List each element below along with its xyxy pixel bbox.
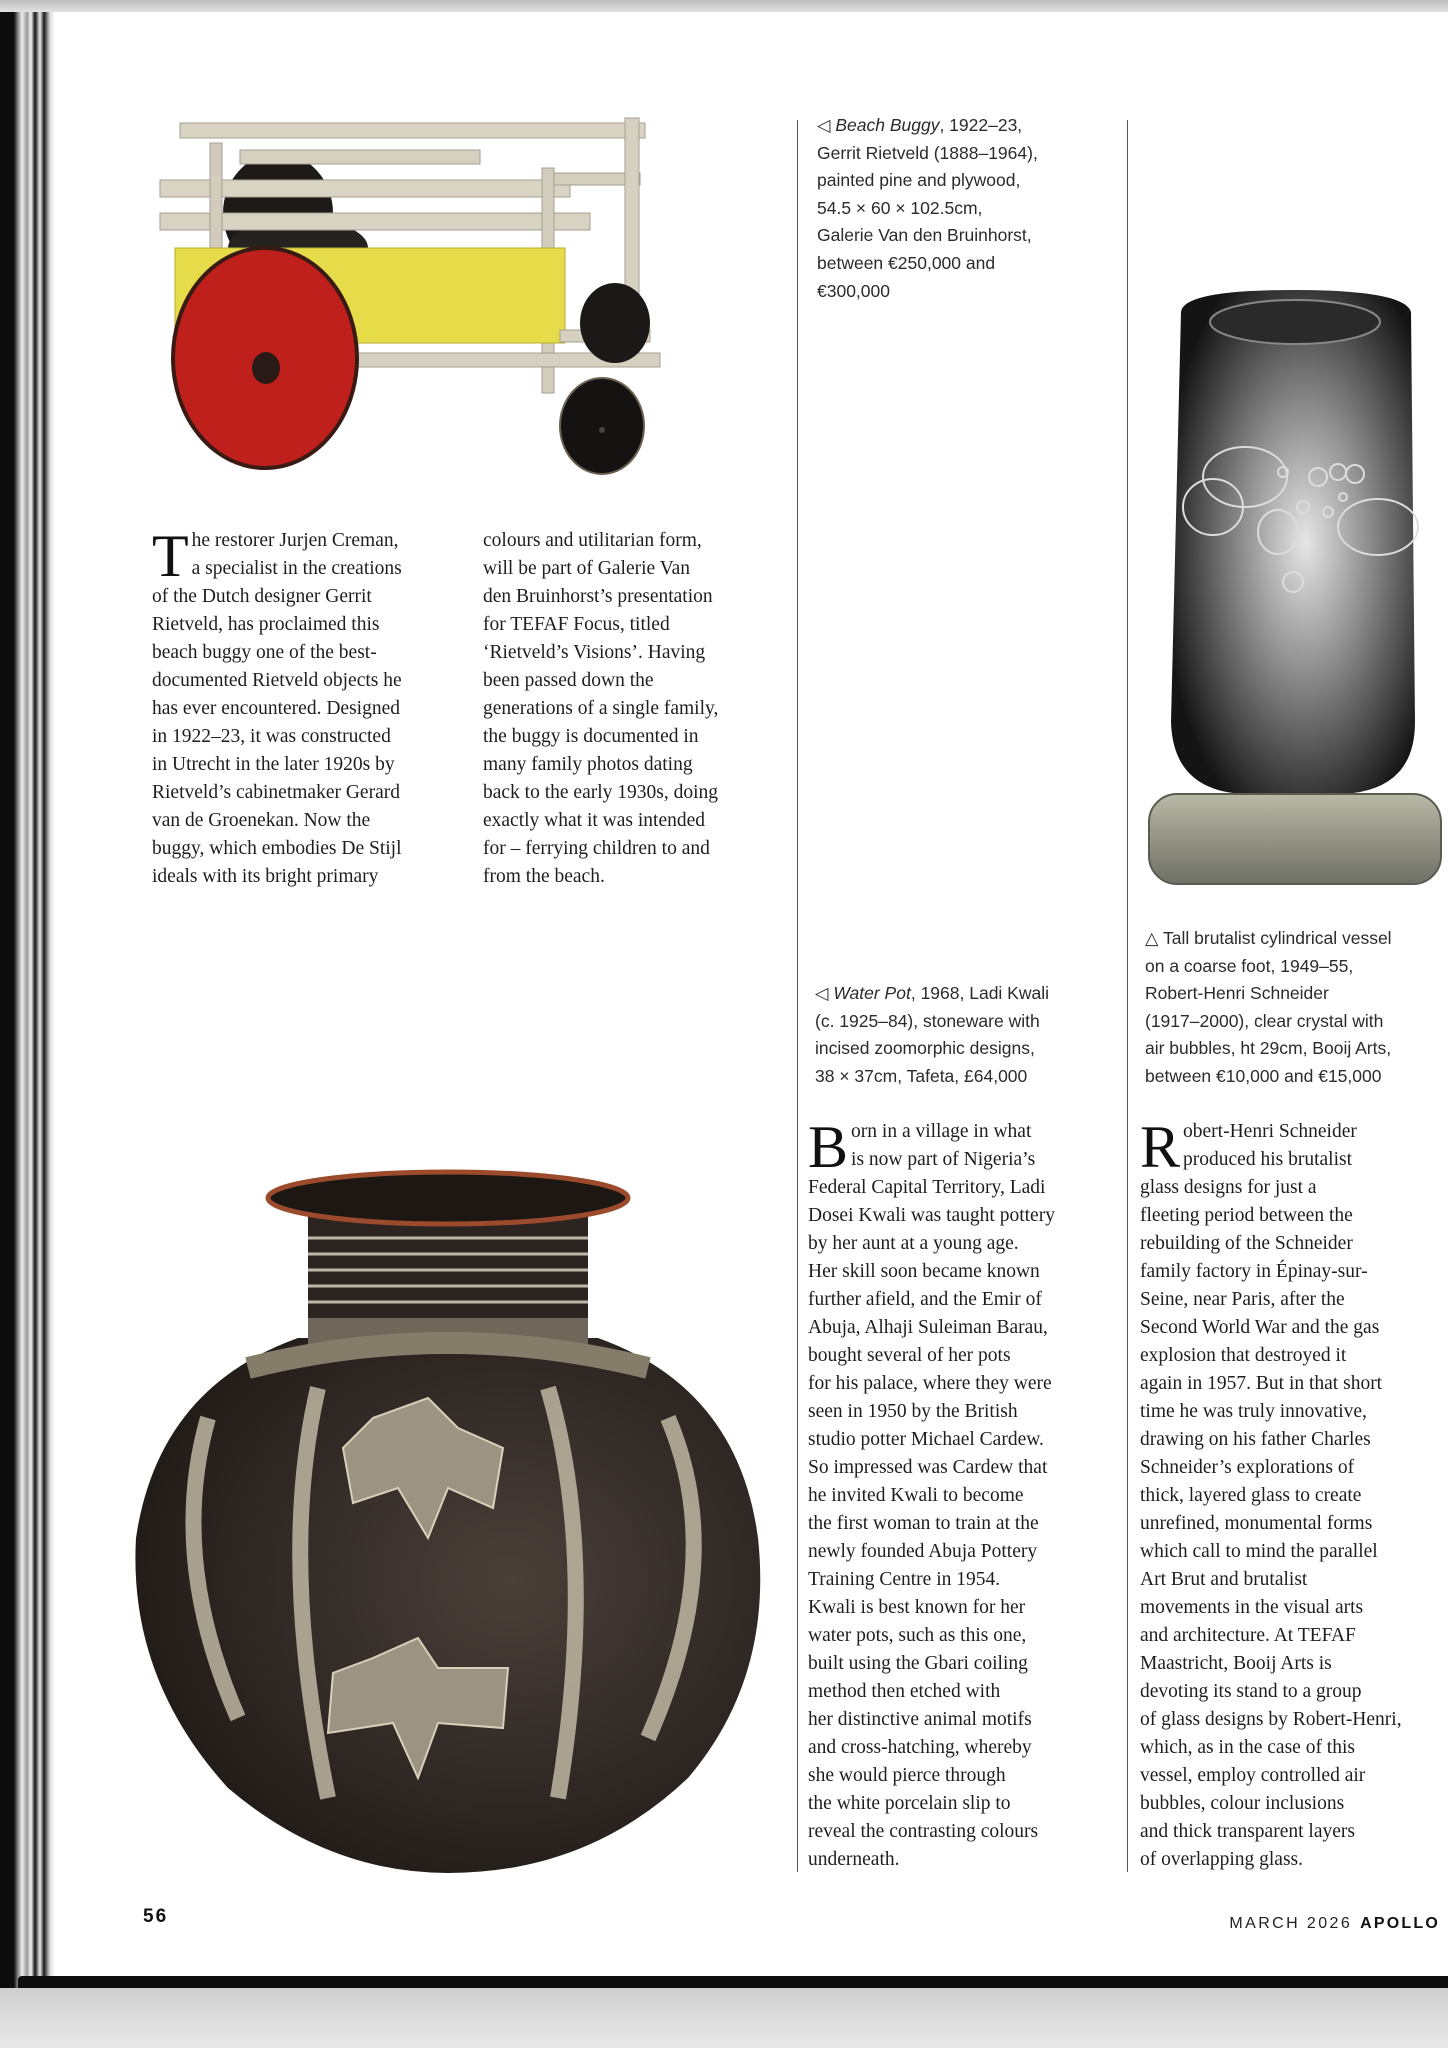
buggy-post	[210, 143, 222, 253]
body-line: her distinctive animal motifs	[808, 1709, 1032, 1730]
caption-line: between €250,000 and	[817, 252, 996, 273]
buggy-front-wheel-hub	[599, 427, 605, 433]
body-line: bubbles, colour inclusions	[1140, 1793, 1345, 1814]
body-line: she would pierce through	[808, 1765, 1006, 1786]
body-line: method then etched with	[808, 1681, 1001, 1702]
body-line: colours and utilitarian form,	[483, 530, 702, 551]
body-line: Second World War and the gas	[1140, 1317, 1380, 1338]
body-line: So impressed was Cardew that	[808, 1457, 1048, 1478]
caption-line: (c. 1925–84), stoneware with	[815, 1010, 1040, 1031]
caption-marker-icon: ◁	[815, 983, 829, 1003]
caption-line	[817, 112, 1117, 140]
body-line: from the beach.	[483, 866, 605, 887]
body-line: studio potter Michael Cardew.	[808, 1429, 1044, 1450]
body-line: been passed down the	[483, 670, 654, 691]
body-line: bought several of her pots	[808, 1345, 1011, 1366]
beach-buggy-image	[150, 108, 780, 476]
caption-artwork-title: Water Pot	[833, 983, 911, 1003]
body-line: and architecture. At TEFAF	[1140, 1625, 1356, 1646]
water-pot-rim	[268, 1172, 628, 1224]
column-divider	[1127, 120, 1128, 1872]
page-bottom-edge	[18, 1976, 1448, 1988]
body-line: many family photos dating	[483, 754, 693, 775]
body-line: Federal Capital Territory, Ladi	[808, 1177, 1046, 1198]
buggy-front-wheel	[560, 378, 644, 474]
caption-line: 54.5 × 60 × 102.5cm,	[817, 197, 983, 218]
body-line: family factory in Épinay-sur-	[1140, 1261, 1368, 1282]
caption-line: on a coarse foot, 1949–55,	[1145, 955, 1354, 976]
body-line: obert-Henri Schneider	[1183, 1121, 1357, 1142]
buggy-article-column-1	[152, 523, 452, 891]
glass-vessel-opening	[1210, 300, 1380, 344]
body-line: van de Groenekan. Now the	[152, 810, 371, 831]
body-line: produced his brutalist	[1183, 1149, 1352, 1170]
glass-vessel-body	[1171, 290, 1415, 794]
body-line: for – ferrying children to and	[483, 838, 710, 859]
caption-line: Galerie Van den Bruinhorst,	[817, 225, 1032, 246]
caption-line: Gerrit Rietveld (1888–1964),	[817, 142, 1038, 163]
body-line: rebuilding of the Schneider	[1140, 1233, 1353, 1254]
body-line: unrefined, monumental forms	[1140, 1513, 1373, 1534]
body-line: has ever encountered. Designed	[152, 698, 400, 719]
water-pot-article	[808, 1114, 1118, 1874]
body-line: of overlapping glass.	[1140, 1849, 1304, 1870]
caption-line: air bubbles, ht 29cm, Booij Arts,	[1145, 1038, 1392, 1059]
body-line: the white porcelain slip to	[808, 1793, 1011, 1814]
glass-vessel-foot	[1149, 794, 1441, 884]
buggy-rail	[240, 150, 480, 164]
body-line: Abuja, Alhaji Suleiman Barau,	[808, 1317, 1048, 1338]
body-line: vessel, employ controlled air	[1140, 1765, 1366, 1786]
body-line: Maastricht, Booij Arts is	[1140, 1653, 1332, 1674]
body-line: the first woman to train at the	[808, 1513, 1039, 1534]
body-line: back to the early 1930s, doing	[483, 782, 719, 803]
caption-line	[1145, 925, 1445, 953]
body-line: generations of a single family,	[483, 698, 719, 719]
body-line: documented Rietveld objects he	[152, 670, 402, 691]
caption-text: , 1922–23,	[939, 115, 1023, 135]
magazine-name: APOLLO	[1360, 1915, 1440, 1932]
body-line: in 1922–23, it was constructed	[152, 726, 391, 747]
body-line: by her aunt at a young age.	[808, 1233, 1019, 1254]
caption-text: , 1968, Ladi Kwali	[910, 983, 1049, 1003]
caption-line: 38 × 37cm, Tafeta, £64,000	[815, 1065, 1028, 1086]
drop-cap: R	[1140, 1114, 1181, 1180]
buggy-rail	[180, 123, 645, 138]
body-line: Her skill soon became known	[808, 1261, 1040, 1282]
body-line: Training Centre in 1954.	[808, 1569, 1001, 1590]
beach-buggy-caption	[817, 112, 1117, 305]
body-line: Kwali is best known for her	[808, 1597, 1026, 1618]
body-line: explosion that destroyed it	[1140, 1345, 1347, 1366]
body-line: Dosei Kwali was taught pottery	[808, 1205, 1055, 1226]
drop-cap: T	[152, 523, 189, 589]
body-line: Art Brut and brutalist	[1140, 1569, 1308, 1590]
buggy-red-wheel-hub	[252, 352, 280, 384]
glass-vessel-caption	[1145, 925, 1445, 1091]
body-line: will be part of Galerie Van	[483, 558, 691, 579]
body-line: seen in 1950 by the British	[808, 1401, 1018, 1422]
body-line: fleeting period between the	[1140, 1205, 1353, 1226]
body-line: of glass designs by Robert-Henri,	[1140, 1709, 1402, 1730]
body-line: Schneider’s explorations of	[1140, 1457, 1355, 1478]
body-line: movements in the visual arts	[1140, 1597, 1364, 1618]
caption-line	[815, 980, 1120, 1008]
body-line: orn in a village in what	[851, 1121, 1032, 1142]
body-line: and thick transparent layers	[1140, 1821, 1355, 1842]
body-line: drawing on his father Charles	[1140, 1429, 1371, 1450]
body-line: beach buggy one of the best-	[152, 642, 377, 663]
body-line: ideals with its bright primary	[152, 866, 379, 887]
page-number: 56	[143, 1906, 169, 1927]
body-line: ‘Rietveld’s Visions’. Having	[483, 642, 706, 663]
glass-vessel-article	[1140, 1114, 1446, 1874]
buggy-article-column-2	[483, 527, 783, 891]
body-line: for TEFAF Focus, titled	[483, 614, 670, 635]
body-line: Seine, near Paris, after the	[1140, 1289, 1345, 1310]
caption-line: painted pine and plywood,	[817, 170, 1021, 191]
water-pot-image	[128, 1158, 776, 1880]
buggy-rail	[160, 213, 590, 230]
body-line: Rietveld’s cabinetmaker Gerard	[152, 782, 400, 803]
body-line: reveal the contrasting colours	[808, 1821, 1039, 1842]
caption-line: between €10,000 and €15,000	[1145, 1065, 1382, 1086]
body-line: and cross-hatching, whereby	[808, 1737, 1032, 1758]
caption-line: Robert-Henri Schneider	[1145, 983, 1329, 1004]
body-line: thick, layered glass to create	[1140, 1485, 1362, 1506]
issue-date: MARCH 2026	[1229, 1915, 1353, 1932]
body-line: he invited Kwali to become	[808, 1485, 1024, 1506]
body-line: for his palace, where they were	[808, 1373, 1052, 1394]
body-line: underneath.	[808, 1849, 900, 1870]
body-line: den Bruinhorst’s presentation	[483, 586, 713, 607]
body-line: exactly what it was intended	[483, 810, 706, 831]
body-line: buggy, which embodies De Stijl	[152, 838, 402, 859]
body-line: the buggy is documented in	[483, 726, 699, 747]
caption-line: €300,000	[817, 280, 890, 301]
body-line: of the Dutch designer Gerrit	[152, 586, 372, 607]
body-line: water pots, such as this one,	[808, 1625, 1027, 1646]
body-line: which, as in the case of this	[1140, 1737, 1355, 1758]
body-line: Rietveld, has proclaimed this	[152, 614, 380, 635]
body-line: he restorer Jurjen Creman,	[191, 530, 399, 551]
running-footer	[1229, 1915, 1440, 1933]
caption-line: (1917–2000), clear crystal with	[1145, 1010, 1384, 1031]
caption-marker-icon: ◁	[817, 115, 831, 135]
body-line: again in 1957. But in that short	[1140, 1373, 1383, 1394]
body-line: devoting its stand to a group	[1140, 1681, 1362, 1702]
body-line: which call to mind the parallel	[1140, 1541, 1378, 1562]
body-line: a specialist in the creations	[191, 558, 402, 579]
body-line: is now part of Nigeria’s	[851, 1149, 1036, 1170]
body-line: in Utrecht in the later 1920s by	[152, 754, 395, 775]
body-line: time he was truly innovative,	[1140, 1401, 1367, 1422]
caption-line: incised zoomorphic designs,	[815, 1038, 1035, 1059]
glass-vessel-image	[1143, 282, 1445, 888]
body-line: built using the Gbari coiling	[808, 1653, 1028, 1674]
scanner-bed	[0, 1988, 1448, 2048]
drop-cap: B	[808, 1114, 849, 1180]
buggy-back-right-wheel	[580, 283, 650, 363]
caption-marker-icon: △	[1145, 928, 1159, 948]
body-line: further afield, and the Emir of	[808, 1289, 1042, 1310]
caption-artwork-title: Beach Buggy	[835, 115, 940, 135]
water-pot-caption	[815, 980, 1120, 1090]
caption-text: Tall brutalist cylindrical vessel	[1163, 928, 1392, 948]
body-line: glass designs for just a	[1140, 1177, 1317, 1198]
book-binding-edge	[0, 12, 56, 1992]
body-line: newly founded Abuja Pottery	[808, 1541, 1038, 1562]
column-divider	[797, 120, 798, 1872]
